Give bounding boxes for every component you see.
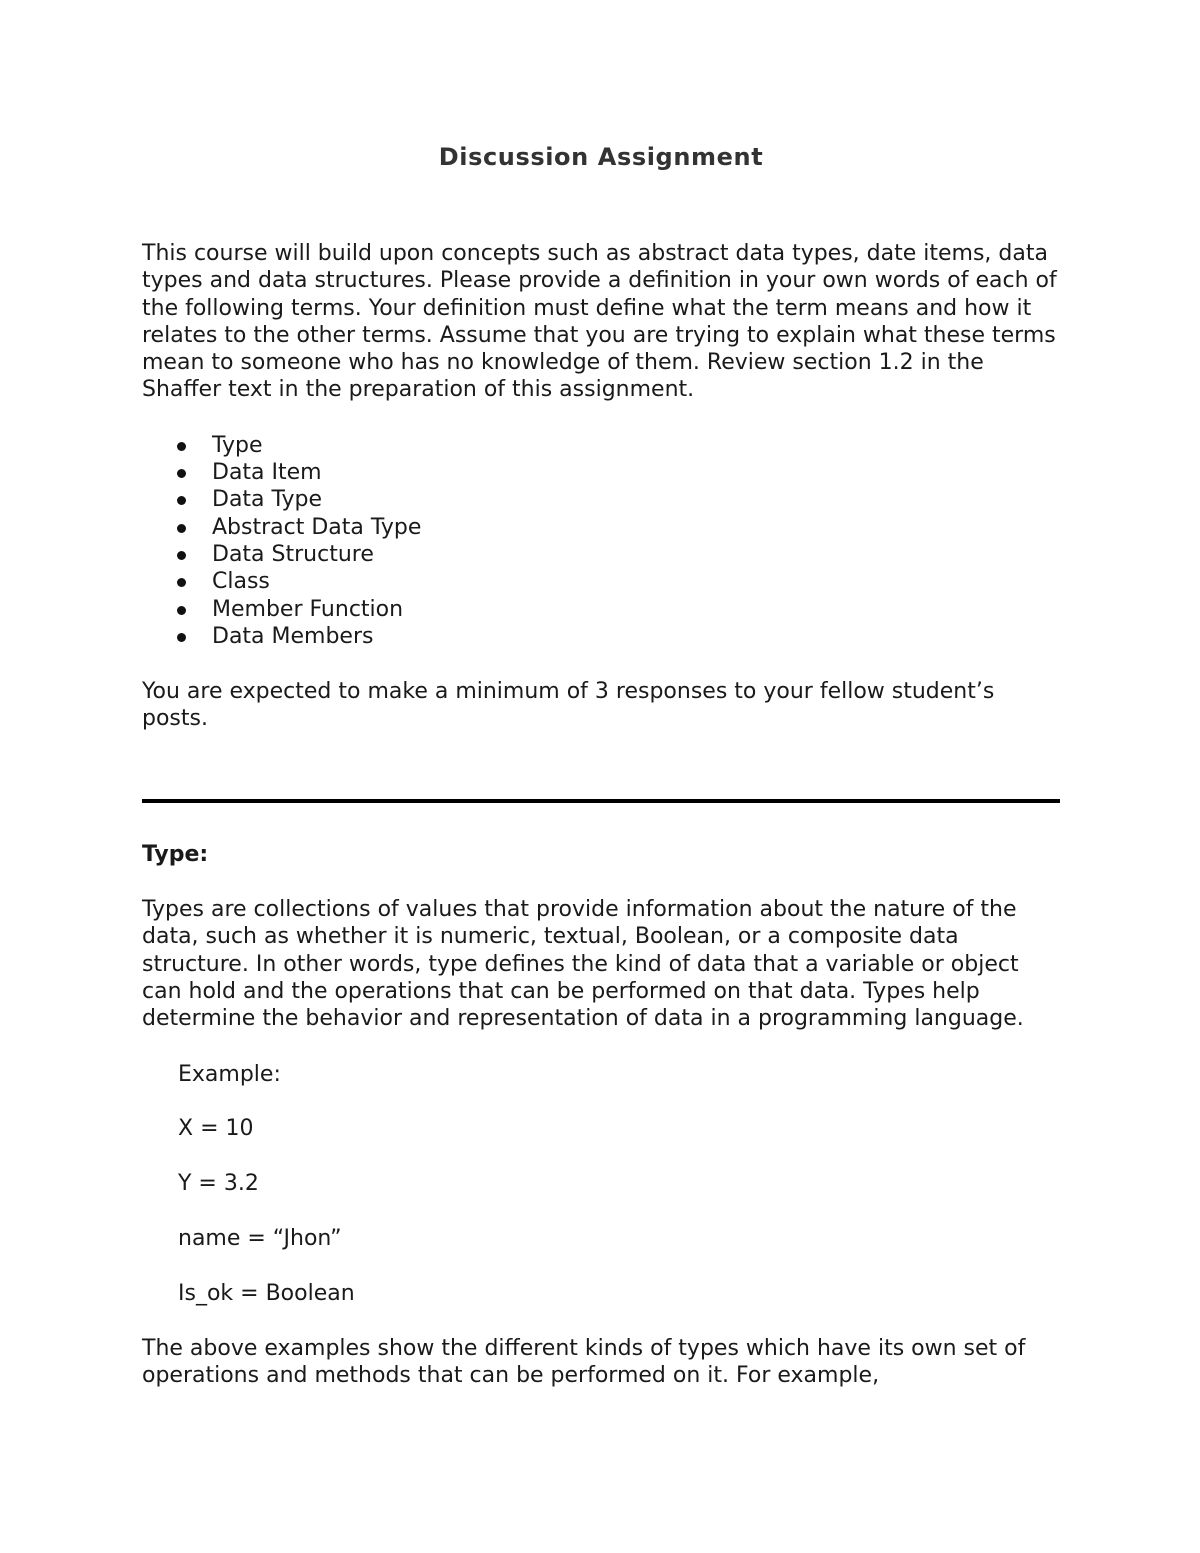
terms-list xyxy=(142,432,1060,650)
example-block xyxy=(142,1061,1060,1307)
bullet-icon xyxy=(177,606,186,615)
list-item-label: Class xyxy=(212,569,270,595)
list-item-label: Data Members xyxy=(212,623,374,649)
list-item xyxy=(212,486,1060,513)
list-item-label: Data Type xyxy=(212,487,323,513)
bullet-icon xyxy=(177,551,186,560)
example-label: Example: xyxy=(178,1061,281,1087)
title-spacer xyxy=(142,174,1060,240)
list-item xyxy=(212,459,1060,486)
bullet-icon xyxy=(177,578,186,587)
closing-paragraph: The above examples show the different kinds of types which have its own set of operations and methods that can be performed on it. For example, xyxy=(142,1335,1026,1388)
bullet-icon xyxy=(177,633,186,642)
page-title: Discussion Assignment xyxy=(438,143,764,171)
list-item-label: Data Structure xyxy=(212,541,374,567)
type-section-heading: Type: xyxy=(142,841,209,867)
list-item-label: Abstract Data Type xyxy=(212,514,422,540)
list-item xyxy=(212,623,1060,650)
type-definition: Types are collections of values that provide information about the nature of the data, such as whether it is numeric, textual, Boolean, or a composite data structure. In other words, type defines the kind of data that a variable or object can hold and the operations that can be performed on that data. Types help determine the behavior and representation of data in a programming language. xyxy=(142,897,1024,1032)
list-item xyxy=(212,541,1060,568)
example-line: name = “Jhon” xyxy=(178,1225,342,1251)
list-item xyxy=(212,568,1060,595)
bullet-icon xyxy=(177,442,186,451)
horizontal-divider xyxy=(142,799,1060,803)
list-item-label: Data Item xyxy=(212,460,322,486)
document-content xyxy=(142,140,1060,1389)
bullet-icon xyxy=(177,469,186,478)
intro-paragraph: This course will build upon concepts such as abstract data types, date items, data types and data structures. Please provide a definition in your own words of each of the following terms. Your definition must define what the term means and how it relates to the other terms. Assume that you are trying to explain what these terms mean to someone who has no knowledge of them. Review section 1.2 in the Shaffer text in the preparation of this assignment. xyxy=(142,241,1057,403)
example-line: Y = 3.2 xyxy=(178,1171,259,1197)
list-item-label: Type xyxy=(212,432,263,458)
example-line: Is_ok = Boolean xyxy=(178,1280,355,1306)
list-item xyxy=(212,432,1060,459)
bullet-icon xyxy=(177,496,186,505)
example-line: X = 10 xyxy=(178,1116,254,1142)
list-item xyxy=(212,596,1060,623)
list-item xyxy=(212,514,1060,541)
list-item-label: Member Function xyxy=(212,596,404,622)
responses-note: You are expected to make a minimum of 3 responses to your fellow student’s posts. xyxy=(142,679,995,732)
bullet-icon xyxy=(177,524,186,533)
